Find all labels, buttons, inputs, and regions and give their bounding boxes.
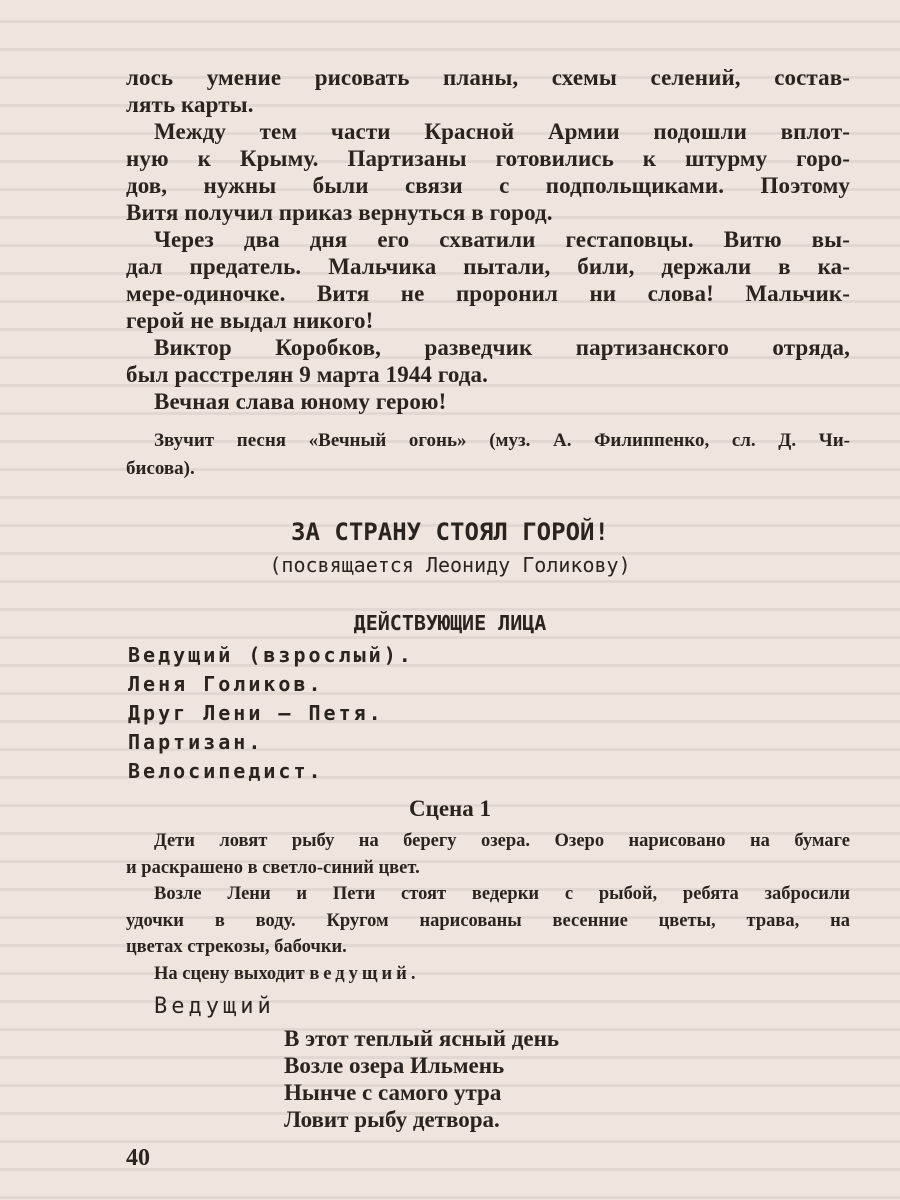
- text-line: Через два дня его схватили гестаповцы. Витю вы-: [154, 227, 850, 252]
- text-line: цветах стрекозы, бабочки.: [126, 937, 347, 957]
- text-line: Между тем части Красной Армии подошли вплот-: [154, 119, 850, 144]
- speaker-name: Ведущий: [154, 994, 275, 1019]
- cast-member: Леня Голиков.: [128, 672, 324, 696]
- text-line: бисова).: [126, 458, 195, 479]
- cast-list: [128, 641, 852, 786]
- enter-speaker: ведущий.: [309, 963, 420, 984]
- text-line: Дети ловят рыбу на берегу озера. Озеро нарисовано на бумаге: [154, 831, 850, 851]
- verse: [284, 1025, 900, 1133]
- enter-line: [126, 961, 850, 988]
- verse-line: Нынче с самого утра: [284, 1080, 502, 1105]
- paragraph: [126, 226, 850, 334]
- stage-direction-song: [126, 427, 850, 483]
- text-line: лось умение рисовать планы, схемы селений, состав-: [126, 65, 850, 90]
- text-line: Витя получил приказ вернуться в город.: [126, 200, 553, 225]
- text-line: дов, нужны были связи с подпольщиками. Поэтому: [126, 173, 850, 198]
- intro-text: [126, 64, 850, 415]
- cast-member: Ведущий (взрослый).: [128, 643, 414, 667]
- text-line: Вечная слава юному герою!: [154, 389, 447, 414]
- verse-line: В этот теплый ясный день: [284, 1026, 560, 1051]
- paragraph: [126, 118, 850, 226]
- text-line: ную к Крыму. Партизаны готовились к штурму горо-: [126, 146, 850, 171]
- enter-text: На сцену выходит: [154, 963, 305, 984]
- text-line: лять карты.: [126, 92, 254, 117]
- play-dedication: (посвящается Леониду Голикову): [269, 553, 631, 577]
- cast-member: Партизан.: [128, 730, 264, 754]
- scene-title: Сцена 1: [408, 796, 492, 821]
- page-number: 40: [126, 1145, 150, 1171]
- text-line: Виктор Коробков, разведчик партизанского отряда,: [154, 335, 850, 360]
- text-line: удочки в воду. Кругом нарисованы весенние цветы, трава, на: [126, 910, 850, 931]
- text-line: мере-одиночке. Витя не проронил ни слова! Мальчик-: [126, 281, 850, 306]
- text-line: Звучит песня «Вечный огонь» (муз. А. Филиппенко, сл. Д. Чи-: [154, 430, 850, 451]
- text-line: дал предатель. Мальчика пытали, били, держали в ка-: [126, 254, 850, 279]
- paragraph: [126, 64, 850, 118]
- scene-directions: [126, 828, 850, 987]
- play-title: ЗА СТРАНУ СТОЯЛ ГОРОЙ!: [291, 518, 609, 546]
- paragraph: [126, 388, 850, 415]
- text-line: герой не выдал никого!: [126, 308, 374, 333]
- text-line: и раскрашено в светло-синий цвет.: [126, 857, 420, 878]
- cast-heading: ДЕЙСТВУЮЩИЕ ЛИЦА: [353, 611, 547, 635]
- cast-member: Друг Лени — Петя.: [128, 701, 384, 725]
- cast-member: Велосипедист.: [128, 759, 324, 783]
- paragraph: [126, 334, 850, 388]
- verse-line: Ловит рыбу детвора.: [284, 1107, 500, 1132]
- verse-line: Возле озера Ильмень: [284, 1053, 505, 1078]
- text-line: Возле Лени и Пети стоят ведерки с рыбой, ребята забросили: [154, 884, 850, 904]
- text-line: был расстрелян 9 марта 1944 года.: [126, 362, 488, 387]
